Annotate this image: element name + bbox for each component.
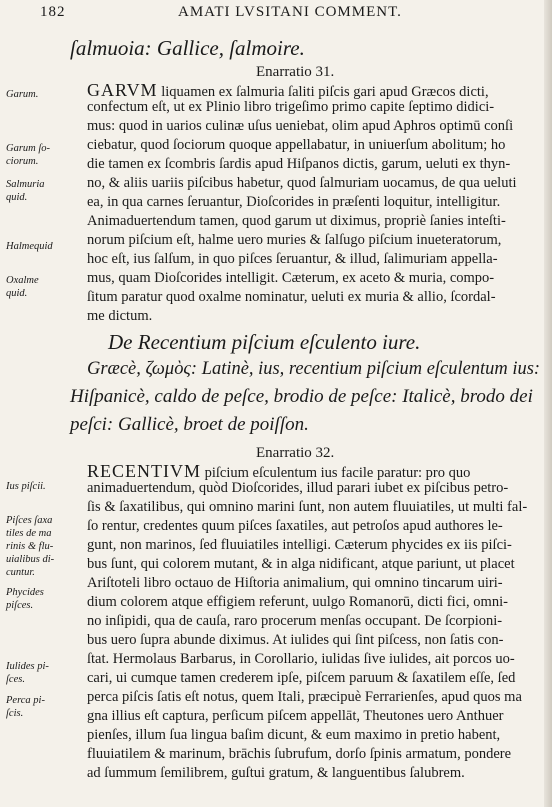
initial-word: RECENTIVM bbox=[87, 461, 201, 481]
margin-note-halmequid: Halmequid bbox=[6, 241, 53, 252]
margin-note-pisces-saxatiles: Piſces ſaxa tiles de ma rinis & flu- uialibus di- cuntur. bbox=[6, 515, 55, 578]
body-32-line: ſtat. Hermolaus Barbarus, in Corollario, iulidas ſive iulides, ait porcos uo- bbox=[87, 651, 515, 667]
body-31-line: no, & aliis uariis piſcibus habetur, quod ſalmuriam uocamus, de qua ueluti bbox=[87, 175, 517, 191]
running-title: AMATI LVSITANI COMMENT. bbox=[178, 4, 402, 20]
page-number: 182 bbox=[40, 4, 66, 20]
body-32-line: ſo rentur, credentes quum piſces ſaxatiles, aut petroſos apud authores le- bbox=[87, 518, 503, 534]
body-32-line: bus ſunt, qui colorem mutant, & in alga nidificant, atque pariunt, ut placet bbox=[87, 556, 515, 572]
body-31-line: ciebatur, quod ſociorum quoque appellabatur, in uniuerſum abolitum; ho bbox=[87, 137, 506, 153]
page-header bbox=[40, 4, 540, 24]
names-line: Græcè, ζωμὸς: Latinè, ius, recentium piſcium eſculentum ius: bbox=[87, 358, 541, 379]
body-32-line: perca piſcis ſatis eſt notus, quem Itali, præcipuè Ferrarienſes, apud quos ma bbox=[87, 689, 522, 705]
section-title: De Recentium piſcium eſculento iure. bbox=[108, 330, 421, 354]
top-line: ſalmuoia: Gallice, ſalmoire. bbox=[70, 36, 305, 60]
margin-note-phycides: Phycides piſces. bbox=[6, 587, 44, 611]
initial-word: GARVM bbox=[87, 80, 158, 100]
body-32-line: bus uero ſupra abunde diximus. At iulides qui ſint piſcess, non ſatis con- bbox=[87, 632, 504, 648]
body-32-line: animaduertendum, quòd Dioſcorides, illud parari iubet ex piſcibus petro- bbox=[87, 480, 509, 496]
body-32-line: fluuiatilem & marinum, brāchis ſubrufum, dorſo ſpinis armatum, pondere bbox=[87, 746, 512, 762]
body-31-line: mus: quod in uarios culinæ uſus ueniebat, olim apud Aphros optimū conſi bbox=[87, 118, 514, 134]
names-line: peſci: Gallicè, broet de poiſſon. bbox=[70, 414, 309, 435]
margin-note-garum-sociorum: Garum ſo- ciorum. bbox=[6, 143, 51, 167]
enarratio-32-heading: Enarratio 32. bbox=[256, 445, 335, 461]
margin-note-salmuria: Salmuria quid. bbox=[6, 179, 45, 203]
body-32-line: dium colorem atque effigiem referunt, uulgo Romanorū, dicti fici, omni- bbox=[87, 594, 508, 610]
body-32-line: ſis & ſaxatilibus, qui omnino marini ſunt, non autem fluuiatiles, ut multi fal- bbox=[87, 499, 528, 515]
body-32-line: cari, ui cumque tamen crederem ipſe, piſcem paruum & ſaxatilem eſſe, ſed bbox=[87, 670, 516, 686]
body-32-line: gunt, non marinos, ſed fluuiatiles intelligi. Cæterum phycides ex iis piſci- bbox=[87, 537, 512, 553]
margin-note-iulides: Iulides pi- ſces. bbox=[6, 661, 49, 685]
body-31-line: confectum eſt, ut ex Plinio libro trigeſimo primo capite ſeptimo didici- bbox=[87, 99, 495, 115]
body-31-line: GARVM liquamen ex ſalmuria ſaliti piſcis gari apud Græcos dicti, bbox=[87, 80, 489, 100]
body-31-line: ea, in qua carnes ſeruantur, Dioſcorides in præſenti loquitur, intelligitur. bbox=[87, 194, 501, 210]
body-32-line: gna illius eſt captura, perſicum piſcem appellāt, Theutones uero Anthuer bbox=[87, 708, 504, 724]
body-31-line: die tamen ex ſcombris ſardis apud Hiſpanos dictis, garum, ueluti ex thyn- bbox=[87, 156, 511, 172]
page-edge bbox=[544, 0, 552, 807]
body-32-line: ad ſummum ſemilibrem, guſtui gratum, & languentibus ſalubrem. bbox=[87, 765, 465, 781]
body-31-line: ſitum paratur quod oxalme nominatur, ueluti ex muria & allio, ſcordal- bbox=[87, 289, 496, 305]
body-32-line: pienſes, illum ſua lingua baſim dicunt, & eum maximo in pretio habent, bbox=[87, 727, 501, 743]
body-31-line: hoc eſt, ius ſalſum, in quo piſces ſeruantur, & illud, ſalimuriam appella- bbox=[87, 251, 498, 267]
body-32-line: RECENTIVM piſcium eſculentum ius facile paratur: pro quo bbox=[87, 461, 471, 481]
enarratio-31-heading: Enarratio 31. bbox=[256, 64, 335, 80]
body-32-line: Ariſtoteli libro octauo de Hiſtoria animalium, qui omnino tincarum uiri- bbox=[87, 575, 503, 591]
body-31-line: Animaduertendum tamen, quod garum ut diximus, propriè ſanies inteſti- bbox=[87, 213, 506, 229]
names-line: Hiſpanicè, caldo de peſce, brodio de peſce: Italicè, brodo dei bbox=[70, 386, 533, 407]
body-31-line: norum piſcium eſt, halme uero muries & ſalſugo piſcium inueteratorum, bbox=[87, 232, 502, 248]
body-32-line: no inſipidi, qua de cauſa, raro procerum menſas occupant. De ſcorpioni- bbox=[87, 613, 503, 629]
body-31-line: mus, quam Dioſcorides intelligit. Cæterum, ex aceto & muria, compo- bbox=[87, 270, 495, 286]
body-31-line: me dictum. bbox=[87, 308, 153, 324]
margin-note-oxalme: Oxalme quid. bbox=[6, 275, 39, 299]
margin-note-garum: Garum. bbox=[6, 89, 39, 100]
margin-note-perca: Perca pi- ſcis. bbox=[6, 695, 45, 719]
margin-note-ius-piscii: Ius piſcii. bbox=[6, 481, 46, 492]
